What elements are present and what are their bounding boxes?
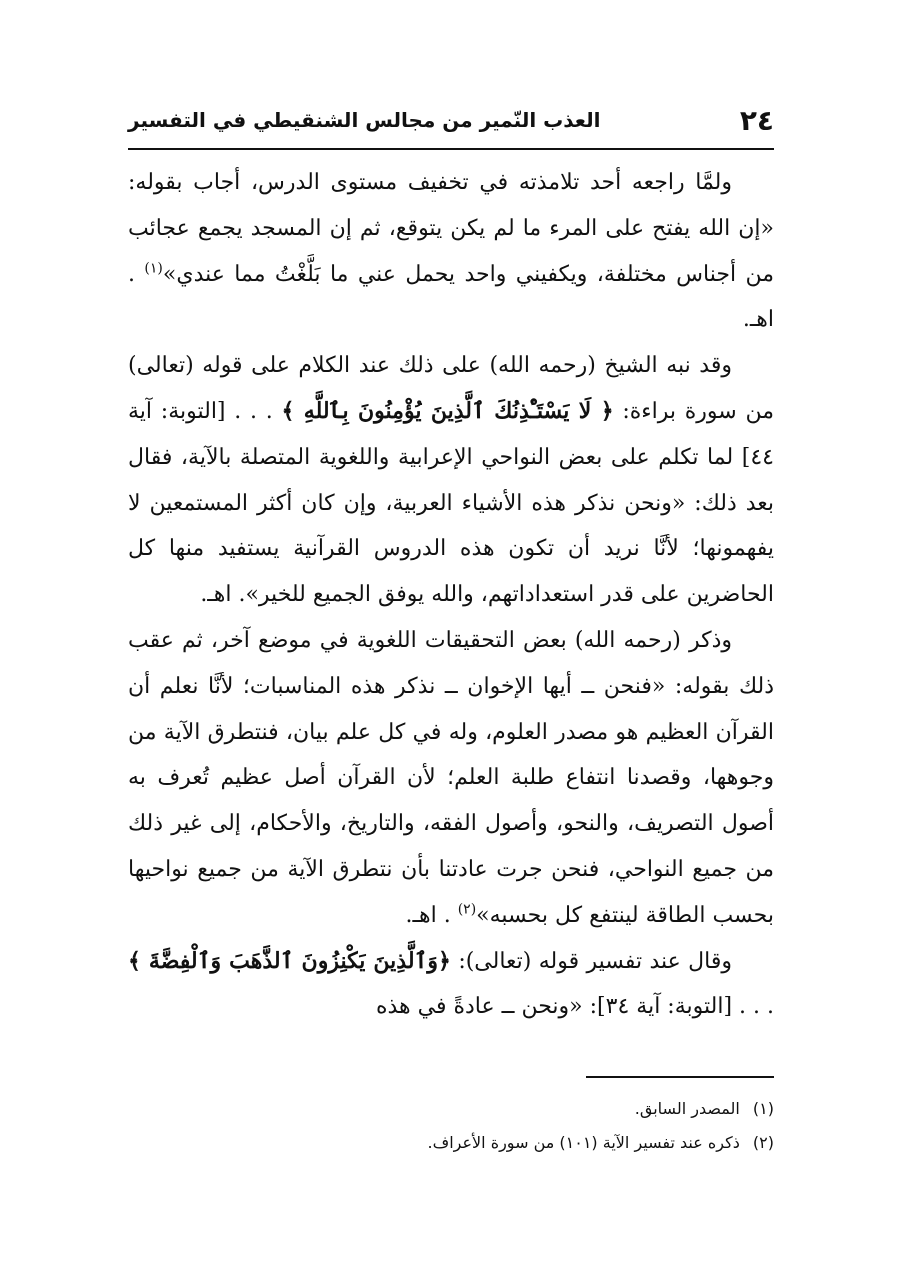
paragraph-text: . . . [التوبة: آية ٤٤] لما تكلم على بعض النواحي الإعرابية واللغوية المتصلة بالآية، فقال بعد ذلك: «ونحن نذكر هذه الأشياء العربية، وإن كان أكثر المستمعين لا يفهمونها؛ لأنَّا نريد أن تكون هذه الدروس القرآنية يستفيد منها كل الحاضرين على قدر استعداداتهم، والله يوفق الجميع للخير». اهـ.	[128, 398, 774, 608]
running-title: العذب النّمير من مجالس الشنقيطي في التفسير	[128, 108, 601, 132]
footnote-text: ذكره عند تفسير الآية (١٠١) من سورة الأعراف.	[427, 1133, 740, 1152]
paragraph-text: . . . [التوبة: آية ٣٤]: «ونحن ــ عادةً في هذه	[375, 994, 774, 1020]
paragraph-text: وذكر (رحمه الله) بعض التحقيقات اللغوية في موضع آخر، ثم عقب ذلك بقوله: «فنحن ــ أيها الإخوان ــ نذكر هذه المناسبات؛ لأنَّا نعلم أن القرآن العظيم هو مصدر العلوم، وله في كل علم بيان، فنتطرق الآية من وجوهها، وقصدنا انتفاع طلبة العلم؛ لأن القرآن أصل عظيم تُعرف به أصول التصريف، والنحو، وأصول الفقه، والتاريخ، والأحكام، إلى غير ذلك من جميع النواحي، فنحن جرت عادتنا بأن نتطرق الآية من جميع نواحيها بحسب الطاقة لينتفع كل بحسبه»	[128, 627, 774, 928]
footnote-separator	[586, 1076, 774, 1078]
footnote-text: المصدر السابق.	[634, 1099, 740, 1118]
paragraph	[128, 939, 774, 1031]
paragraph	[128, 618, 774, 939]
quran-verse: ﴿ لَا يَسْتَـْٔذِنُكَ ٱلَّذِينَ يُؤْمِنُونَ بِٱللَّهِ ﴾	[281, 397, 614, 424]
paragraph-text: . اهـ.	[128, 261, 774, 333]
paragraph-text: . اهـ.	[405, 902, 451, 928]
paragraph-text: وقد نبه الشيخ (رحمه الله) على ذلك عند الكلام على قوله (تعالى) من سورة براءة:	[128, 353, 774, 424]
quran-verse: ﴿وَٱلَّذِينَ يَكْنِزُونَ ٱلذَّهَبَ وَٱلْفِضَّةَ ﴾	[128, 947, 451, 974]
main-text	[128, 160, 774, 1030]
paragraph	[128, 160, 774, 343]
footnotes	[128, 1092, 774, 1160]
page-number: ٢٤	[739, 104, 774, 137]
paragraph-text: ولمَّا راجعه أحد تلامذته في تخفيف مستوى الدرس، أجاب بقوله: «إن الله يفتح على المرء ما لم يكن يتوقع، ثم إن المسجد يجمع عجائب من أجناس مختلفة، ويكفيني واحد يحمل عني ما بَلَّغْتُ مما عندي»	[128, 170, 774, 287]
footnote-marker: (٢)	[752, 1133, 774, 1152]
footnote-reference: (١)	[144, 260, 163, 277]
paragraph-text: وقال عند تفسير قوله (تعالى):	[458, 948, 732, 974]
footnote	[128, 1126, 774, 1160]
footnote-reference: (٢)	[457, 901, 477, 918]
page-header	[128, 100, 774, 146]
footnote	[128, 1092, 774, 1126]
header-rule	[128, 148, 774, 150]
paragraph	[128, 343, 774, 618]
footnote-marker: (١)	[752, 1099, 774, 1118]
